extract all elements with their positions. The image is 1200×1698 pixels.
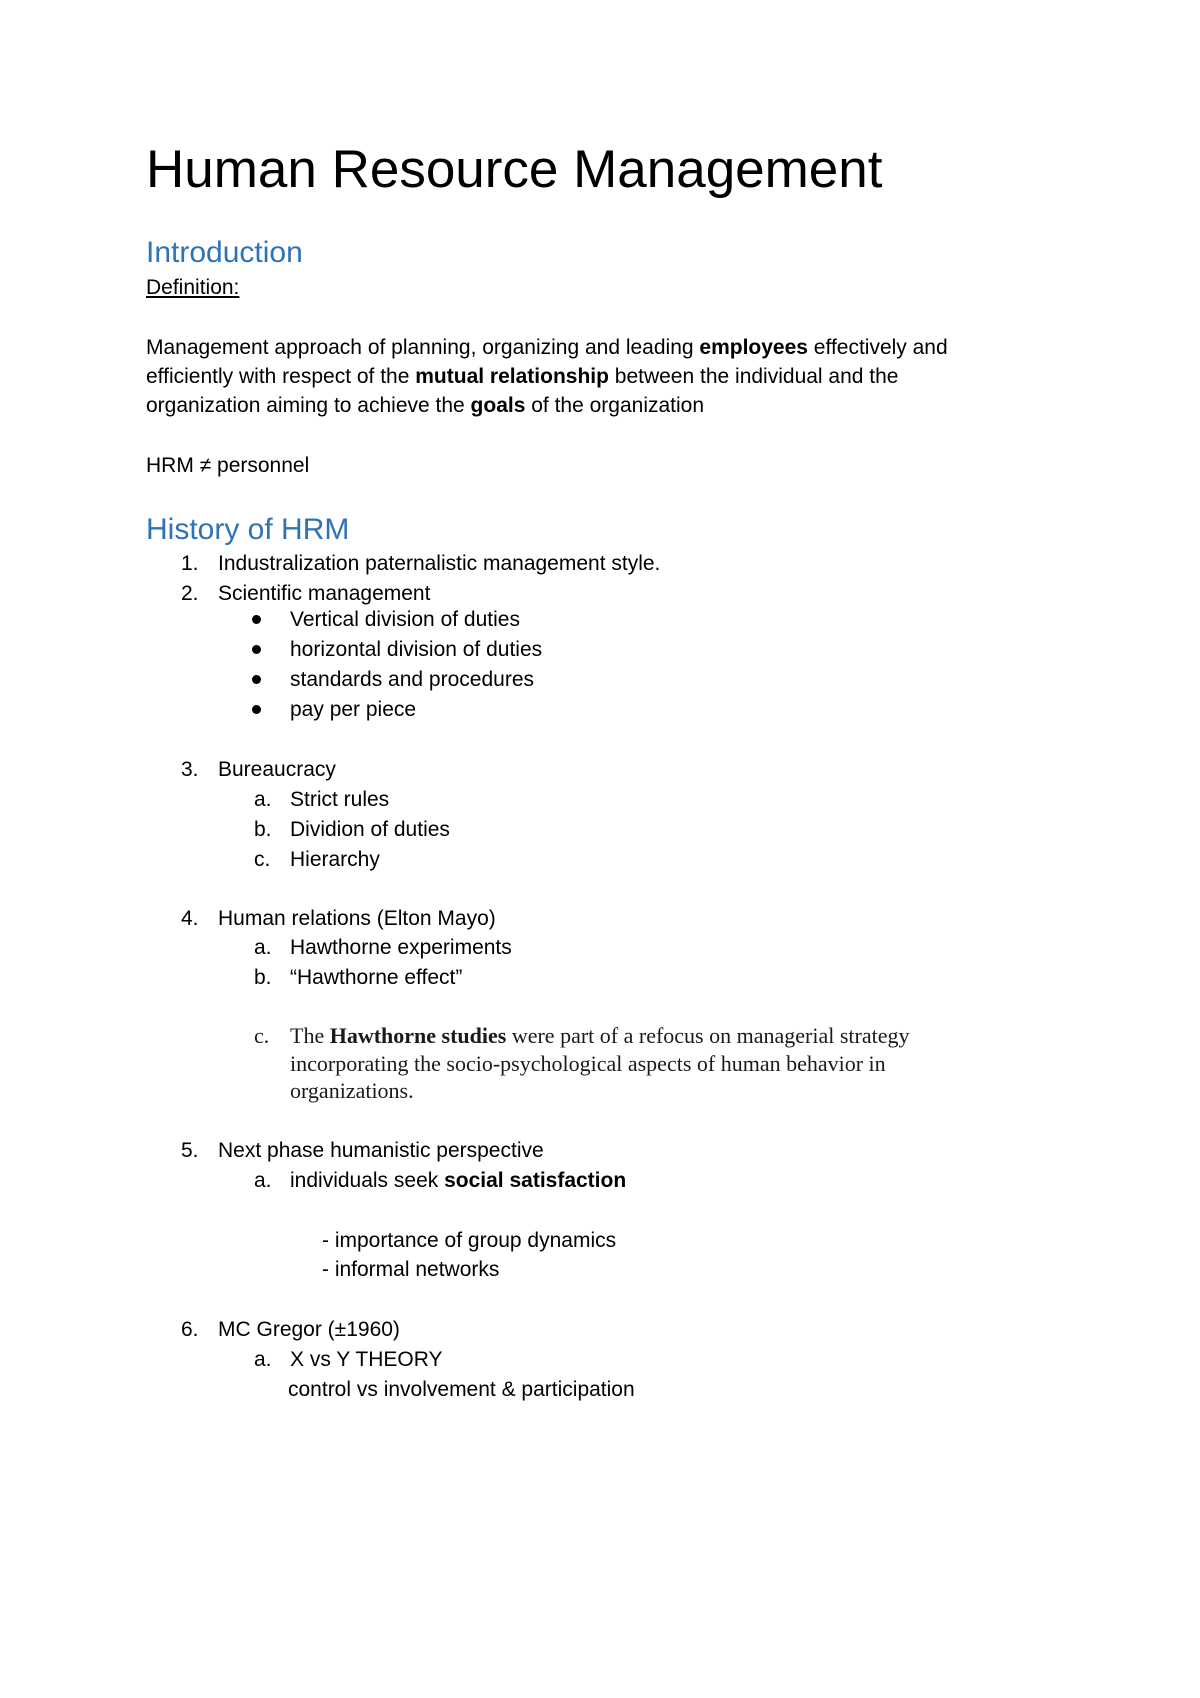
sub-letter: b.	[254, 966, 272, 989]
sub-letter: c.	[254, 848, 271, 871]
list-item-text: Human relations (Elton Mayo)	[218, 907, 496, 930]
sub-letter: a.	[254, 788, 272, 811]
dash-item: - importance of group dynamics	[322, 1229, 617, 1252]
bullet-text: standards and procedures	[290, 668, 534, 691]
definition-text: of the organization	[525, 394, 705, 417]
sub-item-text: Hawthorne experiments	[290, 936, 512, 959]
list-number: 2.	[181, 582, 199, 605]
bullet-icon	[252, 705, 261, 714]
dash-item: - informal networks	[322, 1258, 500, 1281]
heading-history: History of HRM	[146, 513, 350, 546]
list-number: 1.	[181, 552, 199, 575]
document-title: Human Resource Management	[146, 140, 883, 199]
list-item-text: MC Gregor (±1960)	[218, 1318, 400, 1341]
sub-letter: c.	[254, 1023, 270, 1048]
definition-text: Management approach of planning, organizing and leading	[146, 336, 700, 359]
sub-item-text: Dividion of duties	[290, 818, 450, 841]
list-item-text: Next phase humanistic perspective	[218, 1139, 544, 1162]
definition-line-2	[146, 362, 899, 391]
definition-text: between the individual and the	[608, 365, 899, 388]
definition-text: organization aiming to achieve the	[146, 394, 471, 417]
list-number: 5.	[181, 1139, 199, 1162]
sub-item-text: Strict rules	[290, 788, 390, 811]
bullet-icon	[252, 645, 261, 654]
definition-text: effectively and	[807, 336, 948, 359]
hrm-note: HRM ≠ personnel	[146, 454, 310, 477]
definition-line-3	[146, 391, 704, 420]
sub-item-text	[290, 1166, 626, 1195]
sub-item-text: X vs Y THEORY	[290, 1348, 443, 1371]
sub-item-emphasis: social satisfaction	[444, 1169, 627, 1192]
bullet-text: pay per piece	[290, 698, 417, 721]
sub-item-text: “Hawthorne effect”	[290, 966, 463, 989]
list-item-text: Industralization paternalistic management style.	[218, 552, 661, 575]
hawthorne-line-1	[290, 1022, 909, 1050]
list-number: 6.	[181, 1318, 199, 1341]
sub-letter: a.	[254, 1348, 272, 1371]
sub-letter: b.	[254, 818, 272, 841]
bullet-icon	[252, 675, 261, 684]
sub-item-text: Hierarchy	[290, 848, 380, 871]
hawthorne-text: The	[290, 1023, 330, 1048]
list-item-text: Scientific management	[218, 582, 431, 605]
hawthorne-line-2: incorporating the socio-psychological aspects of human behavior in	[290, 1051, 886, 1076]
definition-line-1	[146, 333, 948, 362]
sub-item-plain: individuals seek	[290, 1169, 445, 1192]
heading-introduction: Introduction	[146, 236, 303, 269]
definition-emphasis: mutual relationship	[415, 365, 609, 388]
sub-letter: a.	[254, 936, 272, 959]
sub-letter: a.	[254, 1169, 272, 1192]
hawthorne-line-3: organizations.	[290, 1078, 414, 1103]
hawthorne-emphasis: Hawthorne studies	[329, 1023, 507, 1048]
definition-emphasis: employees	[699, 336, 808, 359]
bullet-text: horizontal division of duties	[290, 638, 543, 661]
definition-emphasis: goals	[470, 394, 526, 417]
definition-text: efficiently with respect of the	[146, 365, 416, 388]
list-item-text: Bureaucracy	[218, 758, 336, 781]
bullet-icon	[252, 615, 261, 624]
definition-label: Definition:	[146, 276, 240, 299]
list-number: 3.	[181, 758, 199, 781]
hawthorne-text: were part of a refocus on managerial strategy	[506, 1023, 910, 1048]
bullet-text: Vertical division of duties	[290, 608, 520, 631]
sub-item-continuation: control vs involvement & participation	[288, 1378, 635, 1401]
list-number: 4.	[181, 907, 199, 930]
